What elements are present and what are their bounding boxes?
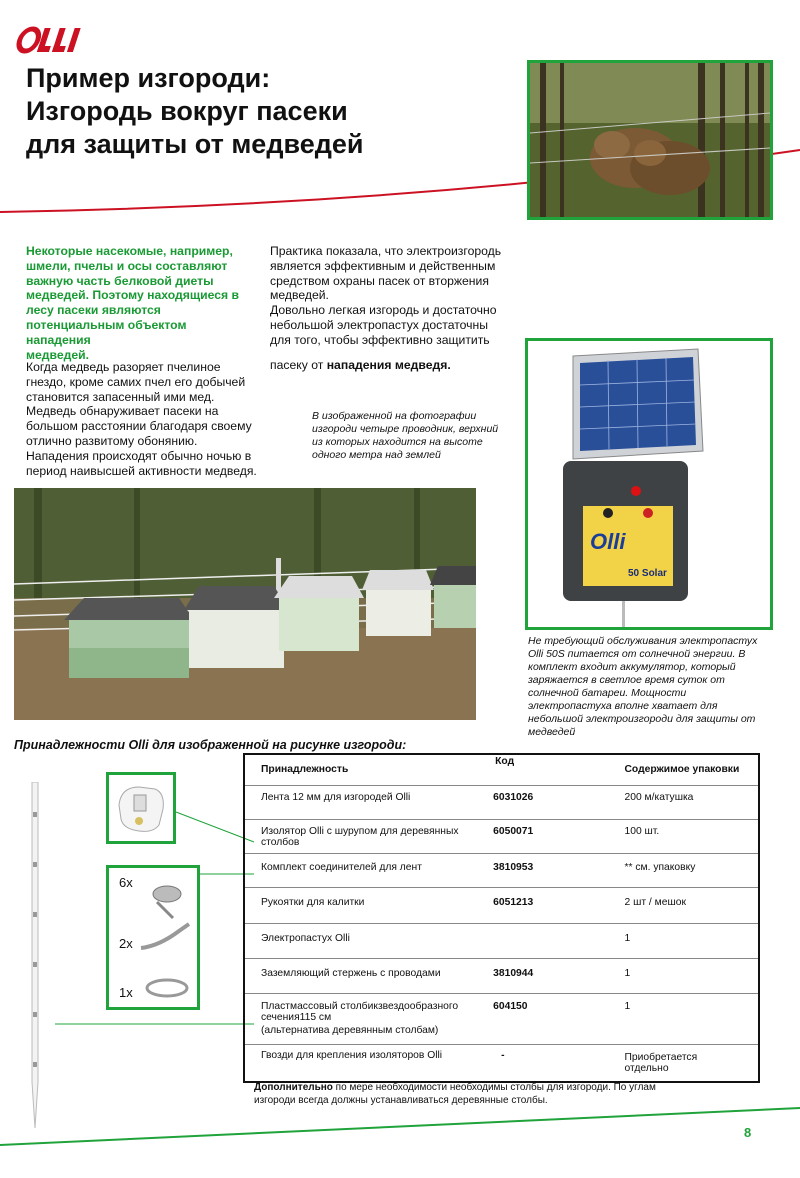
text-line: медведей. <box>26 347 90 362</box>
column-header: Содержимое упаковки <box>609 754 760 785</box>
bear-behavior-text <box>26 360 262 478</box>
text-line: является эффективным и действенным <box>270 258 496 273</box>
accessories-heading: Принадлежности Olli для изображенной на рисунке изгороди: <box>14 738 407 752</box>
caption-line: из которых находится на высоте <box>312 436 483 448</box>
insulator-image <box>106 772 176 844</box>
text-line: медведей. <box>270 288 329 303</box>
column-header: Принадлежность <box>244 754 479 785</box>
text-line: небольшой электропастух достаточны <box>270 317 489 332</box>
accessories-table <box>243 753 760 1083</box>
emphasis-text: нападения медведя. <box>326 358 451 372</box>
page-number: 8 <box>744 1125 752 1140</box>
text-line: Медведь обнаруживает пасеки на <box>26 404 219 419</box>
item-name: Рукоятки для калитки <box>261 896 365 908</box>
text-line: отлично развитому обонянию. <box>26 433 198 448</box>
caption-line: солнечной батареи. Мощности <box>528 687 687 699</box>
item-name: Гвозди для крепления изоляторов Olli <box>261 1049 443 1061</box>
text-line: гнездо, кроме самих пчел его добычей <box>26 374 246 389</box>
item-code <box>479 923 608 958</box>
caption-line: медведей <box>528 726 576 738</box>
table-row <box>244 958 759 993</box>
caption-line: заряжается в светлое время суток от <box>528 674 725 686</box>
caption-line: В изображенной на фотографии <box>312 410 477 422</box>
item-pack: отдельно <box>624 1062 669 1074</box>
energizer-brand-label: Olli <box>590 529 626 554</box>
apiary-illustration <box>14 488 476 720</box>
item-name: Электропастух Olli <box>261 932 350 944</box>
table-header-row <box>244 754 759 785</box>
text-line: медведей. Поэтому находящиеся в <box>26 288 240 303</box>
text-line: потенциальным объектом нападения <box>26 317 187 347</box>
table-row <box>244 923 759 958</box>
item-name: столбов <box>261 836 300 848</box>
title-line: Пример изгороди: <box>26 63 271 93</box>
item-code: 6050071 <box>479 819 608 853</box>
quantity-label: 1x <box>119 985 133 1000</box>
caption-line: Olli 50S питается от солнечной энергии. В <box>528 648 746 660</box>
bear-illustration <box>530 63 770 217</box>
item-pack: 1 <box>609 923 760 958</box>
column-header: Код <box>479 754 608 785</box>
item-name: Изолятор Olli с шурупом для деревянных <box>261 825 459 837</box>
item-pack: 1 <box>609 958 760 993</box>
caption-line: небольшой электроизгороди для защиты от <box>528 713 756 725</box>
quantity-label: 6x <box>119 875 133 890</box>
solar-energizer-illustration <box>528 341 770 627</box>
intro-text <box>26 244 251 362</box>
item-pack: 2 шт / мешок <box>609 887 760 923</box>
text-line: Довольно легкая изгородь и достаточно <box>270 303 497 318</box>
caption-line: электропастуха вполне хватает для <box>528 700 718 712</box>
item-pack: 100 шт. <box>609 819 760 853</box>
text-line: Нападения происходят обычно ночью в <box>26 448 252 463</box>
text-line: пасеку от <box>270 358 327 372</box>
item-name: Комплект соединителей для лент <box>261 861 422 873</box>
insulator-illustration <box>109 775 173 841</box>
bear-photo <box>527 60 773 220</box>
title-line: для защиты от медведей <box>26 129 364 159</box>
text-line: становится запасенный ими мед. <box>26 389 215 404</box>
fence-effectiveness-text <box>270 244 506 348</box>
item-code: 6051213 <box>479 887 608 923</box>
caption-line: комплект входит аккумулятор, который <box>528 661 736 673</box>
footnote-text: по мере необходимости необходимы столбы для изгороди. По углам изгороди всегда должны устанавливаться деревянные столбы. <box>254 1082 656 1106</box>
item-pack: Приобретается <box>624 1051 698 1063</box>
table-row <box>244 1044 759 1082</box>
page-title <box>26 62 506 161</box>
text-line: Некоторые насекомые, например, <box>26 244 233 258</box>
item-name: Пластмассовый столбикзвездообразного <box>261 1000 459 1012</box>
item-code: 6031026 <box>479 785 608 819</box>
text-line: Практика показала, что электроизгородь <box>270 244 502 258</box>
text-line: средством охраны пасек от вторжения <box>270 273 489 288</box>
item-code: - <box>501 1049 505 1061</box>
item-code: 3810953 <box>479 853 608 887</box>
table-row <box>244 853 759 887</box>
item-code: 3810944 <box>479 958 608 993</box>
fence-photo-caption <box>312 410 512 462</box>
fence-post-image <box>22 782 48 1128</box>
energizer-caption <box>528 635 773 739</box>
caption-line: изгороди четыре проводник, верхний <box>312 423 499 435</box>
apiary-photo <box>14 488 476 720</box>
footnote <box>254 1081 674 1107</box>
caption-line: одного метра над землей <box>312 449 441 461</box>
item-pack: 1 <box>609 993 760 1044</box>
item-code: 604150 <box>479 993 608 1044</box>
table-row <box>244 819 759 853</box>
text-line: для того, чтобы эффективно защитить <box>270 332 490 347</box>
connector-parts-illustration <box>139 876 199 1006</box>
item-name: (альтернатива деревянным столбам) <box>261 1024 439 1036</box>
item-pack: ** см. упаковку <box>609 853 760 887</box>
quantity-label: 2x <box>119 936 133 951</box>
caption-line: Не требующий обслуживания электропастух <box>528 635 758 647</box>
item-name: Лента 12 мм для изгородей Olli <box>261 791 411 803</box>
item-pack: 200 м/катушка <box>609 785 760 819</box>
table-row <box>244 887 759 923</box>
text-line: период наивысшей активности медведя. <box>26 463 257 478</box>
text-line: лесу пасеки являются <box>26 303 161 318</box>
energizer-product-image <box>525 338 773 630</box>
connector-set-image <box>106 865 200 1010</box>
text-line: большом расстоянии благодаря своему <box>26 419 252 434</box>
text-line: шмели, пчелы и осы составляют <box>26 258 228 273</box>
table-row <box>244 785 759 819</box>
text-line: Когда медведь разоряет пчелиное <box>26 360 221 374</box>
text-line: важную часть белковой диеты <box>26 273 214 288</box>
footnote-bold: Дополнительно <box>254 1082 333 1093</box>
olli-logo <box>14 24 84 56</box>
item-name: сечения115 см <box>261 1011 332 1023</box>
item-name: Заземляющий стержень с проводами <box>261 967 441 979</box>
fence-effectiveness-continued <box>270 358 506 373</box>
title-line: Изгородь вокруг пасеки <box>26 96 348 126</box>
energizer-model-label: 50 Solar <box>628 568 667 579</box>
table-row <box>244 993 759 1044</box>
